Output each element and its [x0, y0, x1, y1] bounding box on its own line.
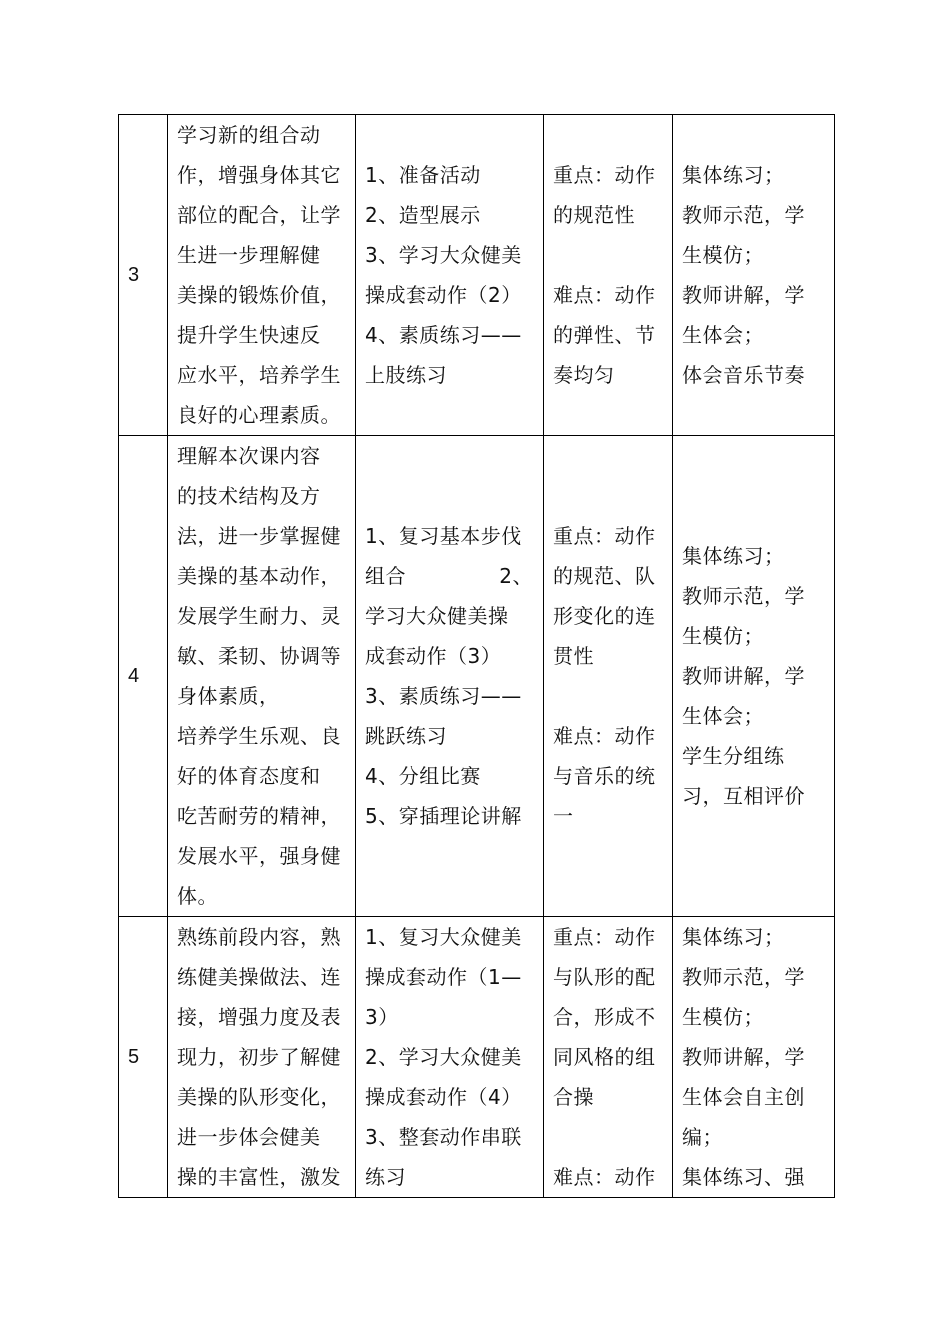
method-line: 教师示范，学 — [682, 965, 805, 989]
content-line: 练习 — [365, 1165, 406, 1189]
goal-line: 法，进一步掌握健 — [177, 524, 341, 548]
goal-line: 培养学生乐观、良 — [177, 724, 341, 748]
goal-line: 美操的队形变化， — [177, 1085, 341, 1109]
method-line: 生模仿； — [682, 1005, 764, 1029]
content-line: 操成套动作（2） — [365, 283, 522, 307]
content-line: 4、素质练习—— — [365, 323, 522, 347]
focus-line: 难点：动作 — [553, 724, 656, 748]
content-line: 5、穿插理论讲解 — [365, 804, 522, 828]
goal-line: 的技术结构及方 — [177, 484, 321, 508]
goal-line: 敏、柔韧、协调等 — [177, 644, 341, 668]
content-line: 2、造型展示 — [365, 203, 481, 227]
goal-line: 应水平，培养学生 — [177, 363, 341, 387]
method-line: 生体会； — [682, 323, 764, 347]
goal-line: 体。 — [177, 884, 218, 908]
content-line: 上肢练习 — [365, 363, 447, 387]
method-line: 生体会； — [682, 704, 764, 728]
method-cell — [673, 115, 835, 436]
method-line: 习，互相评价 — [682, 784, 805, 808]
method-line: 生模仿； — [682, 624, 764, 648]
focus-line: 一 — [553, 804, 574, 828]
method-line: 教师讲解，学 — [682, 283, 805, 307]
focus-line: 形变化的连 — [553, 604, 656, 628]
goal-line: 提升学生快速反 — [177, 323, 321, 347]
method-line: 编； — [682, 1125, 723, 1149]
content-line: 成套动作（3） — [365, 644, 502, 668]
goal-line: 生进一步理解健 — [177, 243, 321, 267]
content-cell — [356, 917, 544, 1198]
content-line: 操成套动作（4） — [365, 1085, 522, 1109]
content-line: 跳跃练习 — [365, 724, 447, 748]
goal-line: 进一步体会健美 — [177, 1125, 321, 1149]
goal-line: 接，增强力度及表 — [177, 1005, 341, 1029]
focus-line: 同风格的组 — [553, 1045, 656, 1069]
goal-line: 操的丰富性，激发 — [177, 1165, 341, 1189]
lesson-number-cell: 3 — [119, 115, 168, 436]
spacer — [553, 676, 672, 716]
focus-cell — [544, 115, 673, 436]
focus-line: 的规范性 — [553, 203, 635, 227]
method-line: 教师讲解，学 — [682, 1045, 805, 1069]
goal-line: 发展学生耐力、灵 — [177, 604, 341, 628]
focus-line: 贯性 — [553, 644, 594, 668]
goal-cell — [168, 436, 356, 917]
table-row — [119, 115, 835, 436]
lesson-plan-table — [118, 114, 835, 1198]
goal-line: 现力，初步了解健 — [177, 1045, 341, 1069]
method-line: 体会音乐节奏 — [682, 363, 805, 387]
goal-cell — [168, 115, 356, 436]
goal-cell — [168, 917, 356, 1198]
method-line: 教师示范，学 — [682, 203, 805, 227]
focus-line: 与音乐的统 — [553, 764, 656, 788]
goal-line: 发展水平，强身健 — [177, 844, 341, 868]
content-line: 4、分组比赛 — [365, 764, 481, 788]
content-line: 操成套动作（1— — [365, 965, 522, 989]
method-line: 学生分组练 — [682, 744, 785, 768]
method-line: 生模仿； — [682, 243, 764, 267]
method-line: 集体练习； — [682, 544, 785, 568]
focus-line: 奏均匀 — [553, 363, 615, 387]
content-fragment: 组合 — [365, 564, 406, 588]
goal-line: 身体素质， — [177, 684, 280, 708]
lesson-number-cell: 4 — [119, 436, 168, 917]
content-line: 1、复习基本步伐 — [365, 524, 522, 548]
table-row — [119, 436, 835, 917]
method-line: 教师示范，学 — [682, 584, 805, 608]
method-line: 教师讲解，学 — [682, 664, 805, 688]
focus-line: 与队形的配 — [553, 965, 656, 989]
focus-line: 合操 — [553, 1085, 594, 1109]
goal-line: 好的体育态度和 — [177, 764, 321, 788]
focus-line: 的弹性、节 — [553, 323, 656, 347]
focus-line: 难点：动作 — [553, 283, 656, 307]
content-line: 1、复习大众健美 — [365, 925, 522, 949]
goal-line: 良好的心理素质。 — [177, 403, 341, 427]
goal-line: 熟练前段内容，熟 — [177, 925, 341, 949]
method-cell — [673, 436, 835, 917]
content-fragment: 2、 — [499, 564, 533, 588]
content-cell — [356, 115, 544, 436]
focus-line: 重点：动作 — [553, 163, 656, 187]
method-line: 集体练习； — [682, 925, 785, 949]
content-line: 3） — [365, 1005, 399, 1029]
focus-line: 的规范、队 — [553, 564, 656, 588]
content-line — [365, 556, 543, 596]
focus-line: 合，形成不 — [553, 1005, 656, 1029]
focus-cell — [544, 917, 673, 1198]
content-line: 3、学习大众健美 — [365, 243, 522, 267]
content-line: 3、素质练习—— — [365, 684, 522, 708]
content-line: 3、整套动作串联 — [365, 1125, 522, 1149]
table-row — [119, 917, 835, 1198]
content-line: 学习大众健美操 — [365, 604, 509, 628]
spacer — [553, 235, 672, 275]
lesson-number-cell: 5 — [119, 917, 168, 1198]
content-line: 1、准备活动 — [365, 163, 481, 187]
focus-cell — [544, 436, 673, 917]
goal-line: 美操的锻炼价值， — [177, 283, 341, 307]
goal-line: 练健美操做法、连 — [177, 965, 341, 989]
goal-line: 吃苦耐劳的精神， — [177, 804, 341, 828]
goal-line: 部位的配合，让学 — [177, 203, 341, 227]
method-line: 生体会自主创 — [682, 1085, 805, 1109]
focus-line: 难点：动作 — [553, 1165, 656, 1189]
method-line: 集体练习、强 — [682, 1165, 805, 1189]
content-line: 2、学习大众健美 — [365, 1045, 522, 1069]
goal-line: 作，增强身体其它 — [177, 163, 341, 187]
content-cell — [356, 436, 544, 917]
goal-line: 学习新的组合动 — [177, 123, 321, 147]
spacer — [553, 1117, 672, 1157]
goal-line: 理解本次课内容 — [177, 444, 321, 468]
method-line: 集体练习； — [682, 163, 785, 187]
method-cell — [673, 917, 835, 1198]
goal-line: 美操的基本动作， — [177, 564, 341, 588]
focus-line: 重点：动作 — [553, 524, 656, 548]
focus-line: 重点：动作 — [553, 925, 656, 949]
